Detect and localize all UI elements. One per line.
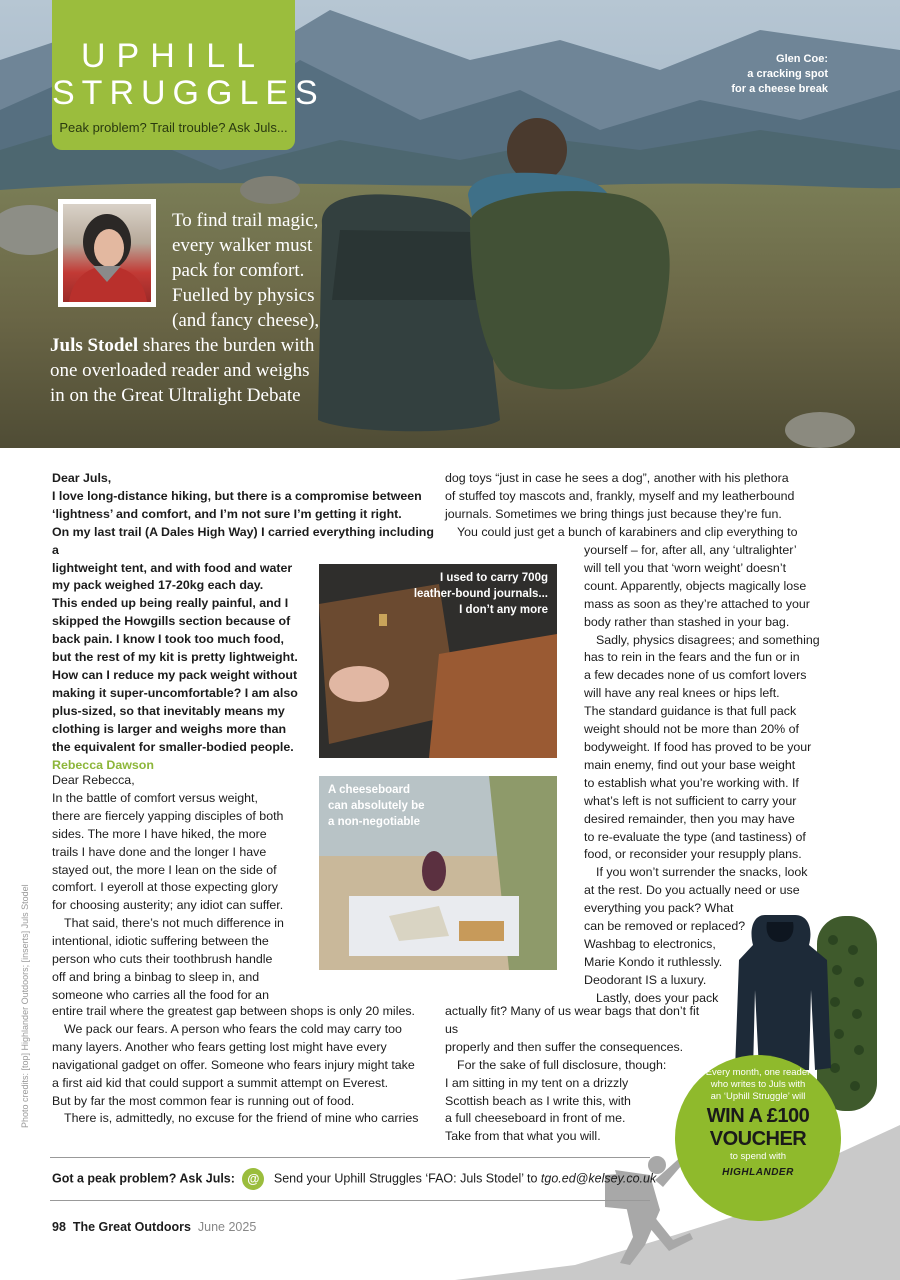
page-number: 98 <box>52 1220 66 1234</box>
reply-line: If you won’t surrender the snacks, look <box>596 865 808 880</box>
reply-line: navigational gadget on offer. Someone who fears injury might take <box>52 1057 415 1072</box>
hero-caption-line: for a cheese break <box>731 83 828 95</box>
letter-line: ‘lightness’ and comfort, and I’m not sure I’m getting it right. <box>52 506 402 521</box>
magazine-name: The Great Outdoors <box>72 1220 191 1234</box>
reply-line: main enemy, find out your base weight <box>584 757 796 772</box>
ask-juls-line <box>52 1168 656 1190</box>
reply-line: can be removed or replaced? <box>584 919 746 934</box>
section-title-box <box>52 0 325 150</box>
reply-line: Deodorant IS a luxury. <box>584 972 707 987</box>
letter-line: How can I reduce my pack weight without <box>52 667 298 682</box>
reply-line: Washbag to electronics, <box>584 936 716 951</box>
badge-intro-line: who writes to Juls with <box>710 1079 806 1090</box>
standfirst-line: shares the burden with <box>138 335 315 356</box>
footer-rule-top <box>50 1157 650 1158</box>
section-title-line2: STRUGGLES <box>52 74 325 112</box>
reply-line: journals. Sometimes we bring things just because they’re fun. <box>445 506 782 521</box>
reply-salutation: Dear Rebecca, <box>52 773 135 787</box>
reply-line: For the sake of full disclosure, though: <box>457 1057 667 1072</box>
reply-line: properly and then suffer the consequences. <box>445 1039 684 1054</box>
badge-intro-line: Every month, one reader <box>705 1067 811 1078</box>
reply-line: everything you pack? What <box>584 901 734 916</box>
reply-line: sides. The more I have hiked, the more <box>52 826 267 841</box>
badge-intro-line: an ‘Uphill Struggle’ will <box>710 1091 806 1102</box>
reply-line: Scottish beach as I write this, with <box>445 1093 631 1108</box>
footer-rule-bottom <box>50 1200 650 1201</box>
reply-line: what’s left is not sufficient to carry your <box>584 793 797 808</box>
reply-line: will tell you that ‘worn weight’ doesn’t <box>584 560 787 575</box>
standfirst-line: one overloaded reader and weighs <box>50 360 310 381</box>
letter-salutation: Dear Juls, <box>52 471 112 485</box>
at-icon: @ <box>242 1168 264 1190</box>
letter-signature: Rebecca Dawson <box>52 757 154 772</box>
reply-line: count. Apparently, objects magically lose <box>584 578 807 593</box>
standfirst-line: in on the Great Ultralight Debate <box>50 385 301 406</box>
reply-line: food, or reconsider your resupply plans. <box>584 847 802 862</box>
reply-line: person who cuts their toothbrush handle <box>52 952 273 967</box>
reply-line: entire trail where the greatest gap between shops is only 20 miles. <box>52 1004 415 1018</box>
reply-line: The standard guidance is that full pack <box>584 704 797 719</box>
reply-line: I am sitting in my tent on a drizzly <box>445 1075 629 1090</box>
hero-caption-line: a cracking spot <box>747 68 828 80</box>
reply-line: for choosing austerity; any idiot can suffer. <box>52 898 284 913</box>
letter-line: the equivalent for smaller-bodied people. <box>52 739 294 754</box>
standfirst <box>50 208 370 408</box>
letter-line: back pain. I know I took too much food, <box>52 632 284 647</box>
letter-line: This ended up being really painful, and I <box>52 596 289 611</box>
standfirst-line: To find trail magic, <box>172 210 319 231</box>
voucher-badge <box>675 1055 841 1221</box>
journals-photo <box>319 564 557 758</box>
reply-line: of stuffed toy mascots and, frankly, myself and my leatherbound <box>445 488 795 503</box>
ask-label: Got a peak problem? Ask Juls: <box>52 1171 235 1186</box>
badge-win-line: VOUCHER <box>709 1128 807 1150</box>
reply-line: weight should not be more than 20% of <box>584 722 799 737</box>
reply-line: That said, there’s not much difference in <box>64 916 284 931</box>
reply-line: Marie Kondo it ruthlessly. <box>584 954 723 969</box>
email-link[interactable]: tgo.ed@kelsey.co.uk <box>540 1171 657 1186</box>
issue-date: June 2025 <box>197 1220 257 1234</box>
caption-line: A cheeseboard <box>328 784 411 796</box>
brand-name: HIGHLANDER <box>722 1167 794 1178</box>
letter-line: On my last trail (A Dales High Way) I carried everything including a <box>52 524 434 557</box>
caption-line: a non-negotiable <box>328 816 420 828</box>
reply-line: body rather than stashed in your bag. <box>584 614 790 629</box>
reply-line: We pack our fears. A person who fears the cold may carry too <box>64 1021 402 1036</box>
reply-line: desired remainder, then you may have <box>584 811 795 826</box>
reply-line: stayed out, the more I lean on the side of <box>52 862 277 877</box>
reply-line: to re-evaluate the type (and tastiness) of <box>584 829 806 844</box>
section-title-line1: UPHILL <box>80 37 267 75</box>
page-folio <box>52 1220 256 1234</box>
reply-line: someone who carries all the food for an <box>52 987 269 1002</box>
reply-line: a first aid kid that could support a summit attempt on Everest. <box>52 1075 389 1090</box>
highlander-logo <box>722 1167 794 1178</box>
badge-spend-text: to spend with <box>730 1151 786 1162</box>
hero-photo <box>0 0 900 448</box>
reply-line: there are fiercely yapping disciples of both <box>52 808 284 823</box>
letter-line: plus-sized, so that inevitably means my <box>52 703 285 718</box>
reply-line: You could just get a bunch of karabiners and clip everything to <box>457 524 798 539</box>
letter-line: I love long-distance hiking, but there is a compromise between <box>52 488 422 503</box>
hero-caption-line: Glen Coe: <box>776 53 828 65</box>
reply-line: comfort. I eyeroll at those expecting glory <box>52 880 278 895</box>
caption-line: I used to carry 700g <box>439 572 548 584</box>
badge-win-line: WIN A £100 <box>706 1105 810 1127</box>
reply-line: will have any real knees or hips left. <box>584 686 780 701</box>
reply-line: to establish what you’re working with. If <box>584 775 799 790</box>
reply-line: actually fit? Many of us wear bags that don’t fit us <box>445 1004 700 1036</box>
reply-line: a few decades none of us comfort lovers <box>584 668 807 683</box>
reply-line: In the battle of comfort versus weight, <box>52 790 258 805</box>
letter-line: making it super-uncomfortable? I am also <box>52 685 298 700</box>
cheeseboard-caption <box>328 782 425 830</box>
author-name: Juls Stodel <box>50 335 139 356</box>
reply-line: There is, admittedly, no excuse for the friend of mine who carries <box>64 1111 419 1126</box>
hero-caption <box>668 52 828 97</box>
reply-line: has to rein in the fears and the fun or in <box>584 650 800 665</box>
ask-text: Send your Uphill Struggles ‘FAO: Juls Stodel’ to <box>273 1171 541 1186</box>
reply-line: Take from that what you will. <box>445 1129 601 1144</box>
reply-line: trails I have done and the longer I have <box>52 844 267 859</box>
letter-line: skipped the Howgills section because of <box>52 614 291 629</box>
reply-line: at the rest. Do you actually need or use <box>584 883 800 898</box>
standfirst-line: every walker must <box>172 235 313 256</box>
caption-line: can absolutely be <box>328 800 425 812</box>
letter-line: clothing is larger and weighs more than <box>52 721 287 736</box>
reply-line: yourself – for, after all, any ‘ultralighter’ <box>584 543 797 557</box>
reply-line: many layers. Another who fears getting lost might have every <box>52 1039 387 1054</box>
reply-line: a full cheeseboard in front of me. <box>445 1111 626 1126</box>
standfirst-line: (and fancy cheese), <box>172 310 320 331</box>
reply-line: mass as soon as they’re attached to your <box>584 596 810 611</box>
reply-line: But by far the most common fear is running out of food. <box>52 1093 355 1108</box>
reply-line: dog toys “just in case he sees a dog”, another with his plethora <box>445 471 789 485</box>
caption-line: leather-bound journals... <box>413 588 548 600</box>
reply-line: intentional, idiotic suffering between the <box>52 934 269 949</box>
caption-line: I don’t any more <box>459 604 548 616</box>
letter-line: lightweight tent, and with food and water <box>52 560 293 575</box>
reply-column-2-top <box>445 470 845 542</box>
badge-intro <box>675 1055 841 1103</box>
standfirst-line: Fuelled by physics <box>172 285 315 306</box>
section-subtitle: Peak problem? Trail trouble? Ask Juls... <box>59 120 288 135</box>
photo-credits: Photo credits: [top] Highlander Outdoors; [inserts] Juls Stodel <box>20 884 30 1128</box>
cheeseboard-photo <box>319 776 557 970</box>
standfirst-line: pack for comfort. <box>172 260 305 281</box>
reply-line: bodyweight. If food has proved to be your <box>584 739 812 754</box>
reply-column-1 <box>52 772 317 1005</box>
journals-caption <box>414 570 548 618</box>
letter-line: my pack weighed 17-20kg each day. <box>52 578 264 593</box>
letter-line: but the rest of my kit is pretty lightweight. <box>52 650 298 665</box>
reply-line: off and bring a binbag to sleep in, and <box>52 969 260 984</box>
reply-line: Lastly, does your pack <box>596 990 719 1005</box>
reply-column-1-wide <box>52 1003 437 1128</box>
reply-line: Sadly, physics disagrees; and something <box>596 632 820 647</box>
